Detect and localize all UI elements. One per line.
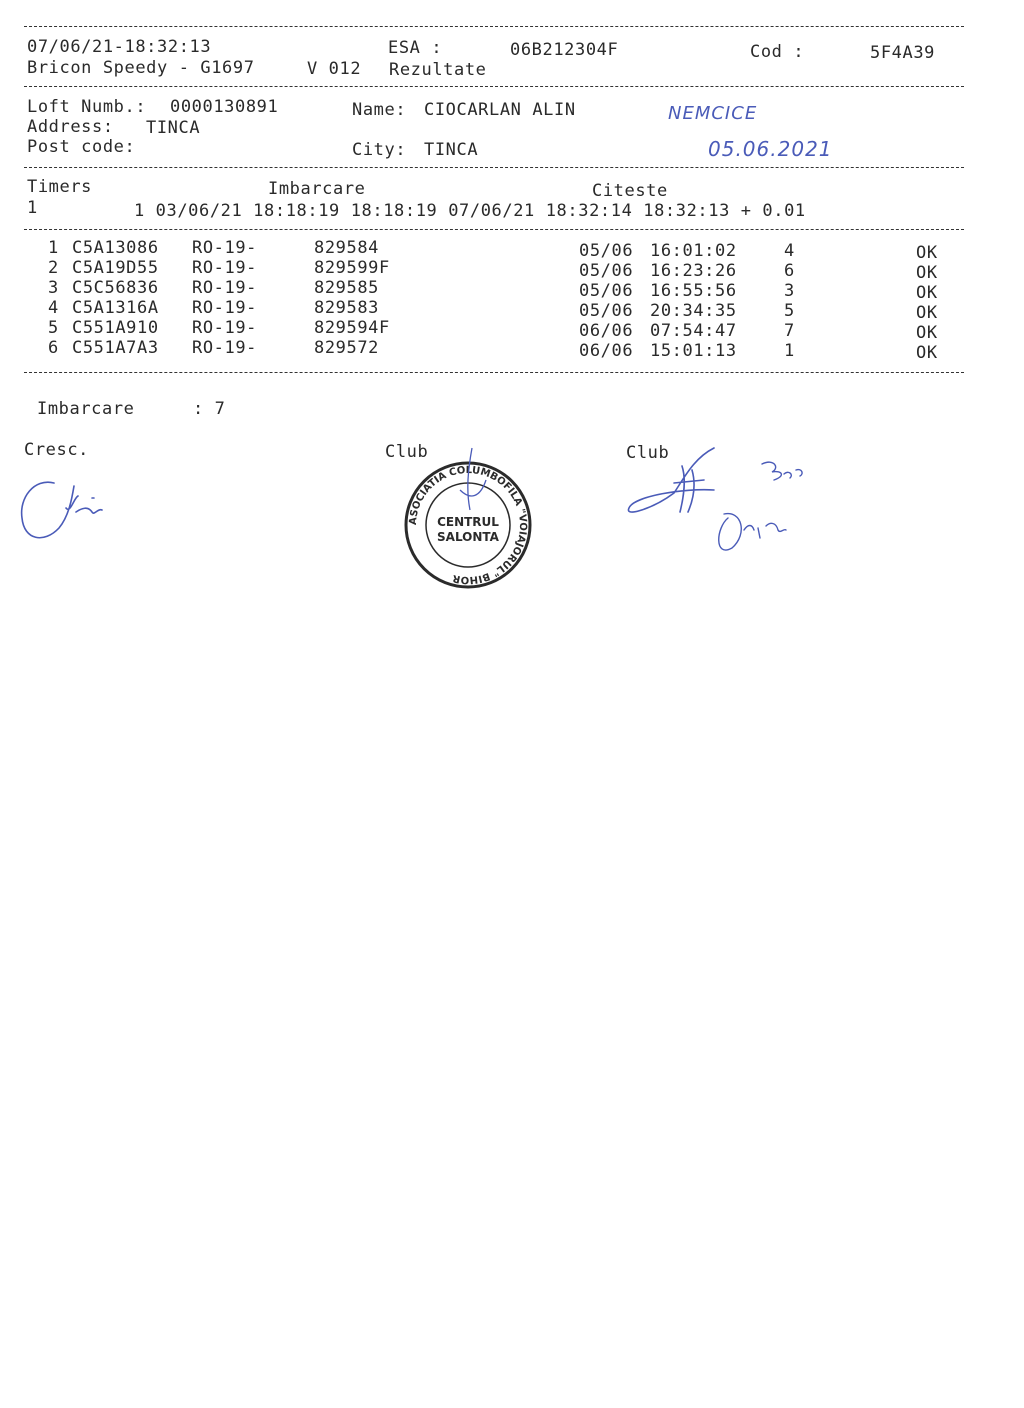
loft-label: Loft Numb.: [27,97,147,117]
timer-values: 1 03/06/21 18:18:19 18:18:19 07/06/21 18:32:14 18:32:13 + 0.01 [134,201,806,221]
club-label-2: Club [626,443,670,463]
device-version: V 012 [307,59,362,79]
result-cell-chip: C5A13086 [72,238,159,258]
result-cell-ring: 829594F [314,318,390,338]
timer-id: 1 [27,198,38,218]
result-cell-ring: 829584 [314,238,380,258]
separator-line [24,229,964,230]
result-cell-ring: 829585 [314,278,380,298]
result-cell-country: RO-19- [192,298,258,318]
imbarcare-header: Imbarcare [268,179,366,199]
esa-label: ESA : [388,38,443,58]
result-cell-country: RO-19- [192,318,258,338]
result-cell-status: OK [916,283,938,303]
stamp-center-line-2: SALONTA [437,530,499,544]
club-signature [624,448,824,558]
breeder-signature [14,468,124,548]
report-datetime: 07/06/21-18:32:13 [27,37,212,57]
separator-line [24,372,964,373]
loft-number: 0000130891 [170,97,279,117]
club-stamp [400,460,540,600]
result-cell-ring: 829599F [314,258,390,278]
cod-label: Cod : [750,42,805,62]
result-cell-time: 15:01:13 [650,341,737,361]
city-label: City: [352,140,407,160]
result-cell-status: OK [916,323,938,343]
postcode-label: Post code: [27,137,136,157]
result-cell-time: 16:55:56 [650,281,737,301]
cresc-label: Cresc. [24,440,90,460]
result-cell-date: 05/06 [579,241,634,261]
handwritten-location: NEMCICE [668,103,758,124]
separator-line [24,167,964,168]
result-cell-status: OK [916,303,938,323]
result-cell-chip: C551A7A3 [72,338,159,358]
separator-line [24,86,964,87]
address-value: TINCA [146,118,201,138]
result-cell-idx: 3 [48,278,59,298]
esa-value: 06B212304F [510,40,619,60]
result-cell-country: RO-19- [192,258,258,278]
result-cell-time: 16:23:26 [650,261,737,281]
result-cell-idx: 5 [48,318,59,338]
result-cell-date: 05/06 [579,281,634,301]
result-cell-idx: 1 [48,238,59,258]
stamp-center-line-1: CENTRUL [437,515,499,529]
result-cell-status: OK [916,343,938,363]
result-cell-idx: 2 [48,258,59,278]
result-cell-ring: 829583 [314,298,380,318]
result-cell-ring: 829572 [314,338,380,358]
result-cell-pos: 3 [784,281,795,301]
cod-value: 5F4A39 [870,43,936,63]
result-cell-date: 06/06 [579,341,634,361]
result-cell-date: 05/06 [579,261,634,281]
device-label: Bricon Speedy - G1697 [27,58,255,78]
stamp-ring-text: ASOCIATIA COLUMBOFILA "VOIAJORUL" BIHOR [407,464,529,586]
result-cell-idx: 4 [48,298,59,318]
result-cell-date: 06/06 [579,321,634,341]
result-cell-status: OK [916,263,938,283]
summary-imbarcare-value: : 7 [193,399,226,419]
result-cell-idx: 6 [48,338,59,358]
result-cell-pos: 7 [784,321,795,341]
result-cell-time: 16:01:02 [650,241,737,261]
summary-imbarcare-label: Imbarcare [37,399,135,419]
result-cell-chip: C5A1316A [72,298,159,318]
result-cell-country: RO-19- [192,278,258,298]
result-cell-pos: 5 [784,301,795,321]
city-value: TINCA [424,140,479,160]
result-cell-chip: C5A19D55 [72,258,159,278]
timers-label: Timers [27,177,93,197]
result-cell-chip: C5C56836 [72,278,159,298]
result-cell-chip: C551A910 [72,318,159,338]
result-cell-pos: 4 [784,241,795,261]
result-cell-time: 20:34:35 [650,301,737,321]
club-label-1: Club [385,442,429,462]
address-label: Address: [27,117,114,137]
result-cell-pos: 1 [784,341,795,361]
name-label: Name: [352,100,407,120]
result-cell-status: OK [916,243,938,263]
report-type: Rezultate [389,60,487,80]
separator-line [24,26,964,27]
result-cell-pos: 6 [784,261,795,281]
result-cell-country: RO-19- [192,238,258,258]
owner-name: CIOCARLAN ALIN [424,100,576,120]
result-cell-date: 05/06 [579,301,634,321]
citeste-header: Citeste [592,181,668,201]
handwritten-date: 05.06.2021 [708,137,833,161]
result-cell-country: RO-19- [192,338,258,358]
result-cell-time: 07:54:47 [650,321,737,341]
